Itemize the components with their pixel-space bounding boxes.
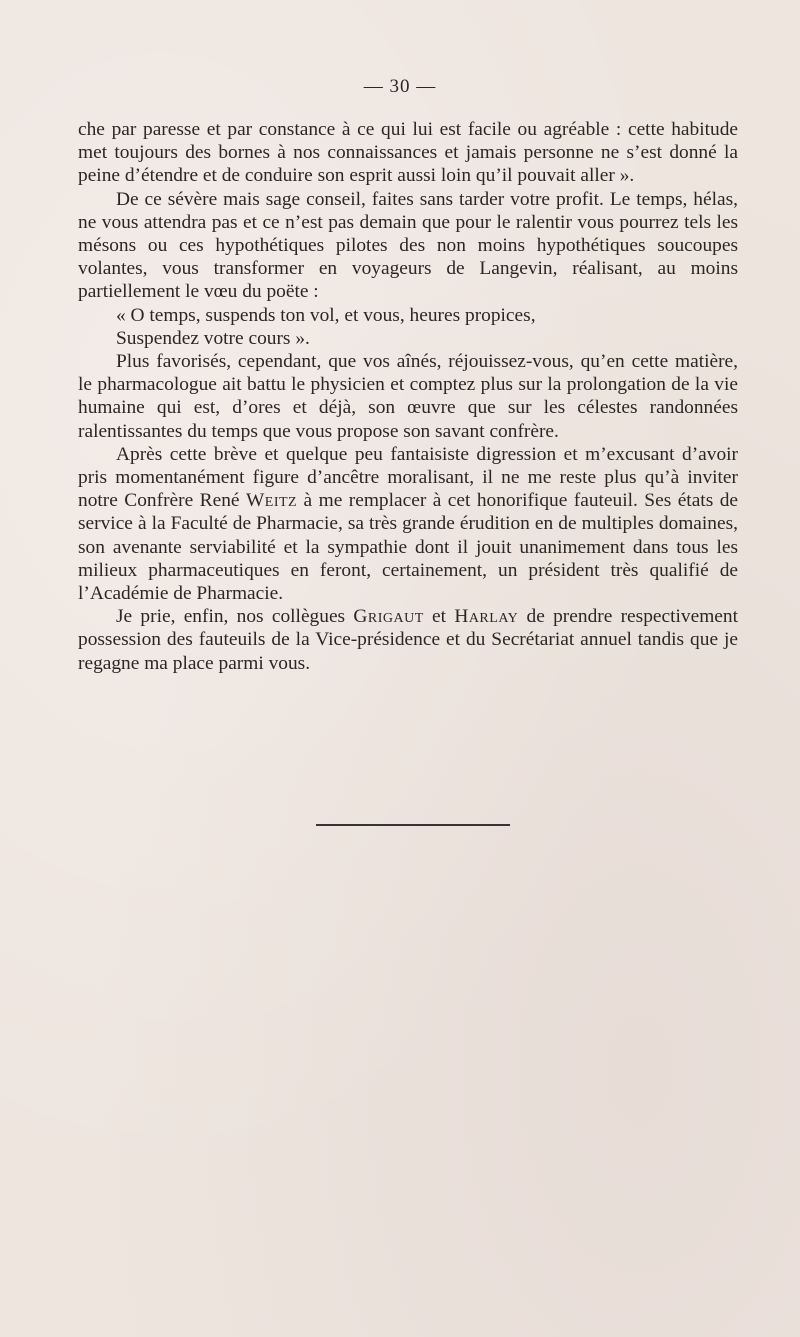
poem-quote — [78, 304, 738, 350]
paragraph-1: che par paresse et par constance à ce qui lui est facile ou agréable : cette habitude met toujours des bornes à nos connaissances et jamais personne ne s’est donné la peine d’étendre et de conduire son esprit aussi loin qu’il pouvait aller ». — [78, 119, 738, 187]
paragraph-5 — [78, 605, 738, 675]
paragraph-4-part-2: à me remplacer à cet honorifique fauteuil. Ses états de service à la Faculté de Pharmacie, sa très grande érudition en de multiples domaines, son avenante serviabilité et la sympathie dont il jouit unanimement dans tous les milieux pharmaceutiques en feront, certainement, un président très qualifié de l’Académie de Pharmacie. — [78, 490, 738, 605]
paragraph-5-part-2: de prendre respectivement possession des fauteuils de la Vice-présidence et du Secrétariat annuel tandis que je regagne ma place parmi vous. — [78, 606, 738, 674]
closing-rule — [316, 824, 510, 826]
poem-line-1: « O temps, suspends ton vol, et vous, heures propices, — [116, 304, 536, 326]
name-harlay: Harlay — [454, 606, 519, 628]
paragraph-3: Plus favorisés, cependant, que vos aînés, réjouissez-vous, qu’en cette matière, le pharmacologue ait battu le physicien et comptez plus sur la prolongation de la vie humaine qui est, d’ores et déjà, son œuvre que sur les célestes randonnées ralentissantes du temps que vous propose son savant confrère. — [78, 351, 738, 442]
paragraph-4 — [78, 443, 738, 605]
poem-line-2: Suspendez votre cours ». — [116, 327, 310, 349]
page-number: — 30 — — [363, 76, 437, 97]
paragraph-4-part-1: Après cette brève et quelque peu fantaisiste digression et m’excusant d’avoir pris momentanément figure d’ancêtre moralisant, il ne me reste plus qu’à inviter notre Confrère René — [78, 443, 738, 512]
paragraph-5-conj: et — [423, 606, 455, 628]
name-weitz: Weitz — [245, 490, 298, 512]
paragraph-2: De ce sévère mais sage conseil, faites sans tarder votre profit. Le temps, hélas, ne vous attendra pas et ce n’est pas demain que pour le ralentir vous pourrez tels les mésons ou ces hypothétiques pilotes des non moins hypothétiques soucoupes volantes, vous transformer en voyageurs de Langevin, réalisant, au moins partiellement le vœu du poëte : — [78, 188, 738, 303]
paragraph-5-part-1: Je prie, enfin, nos collègues — [116, 606, 354, 628]
body-text — [78, 118, 738, 675]
name-grigaut: Grigaut — [353, 606, 424, 628]
